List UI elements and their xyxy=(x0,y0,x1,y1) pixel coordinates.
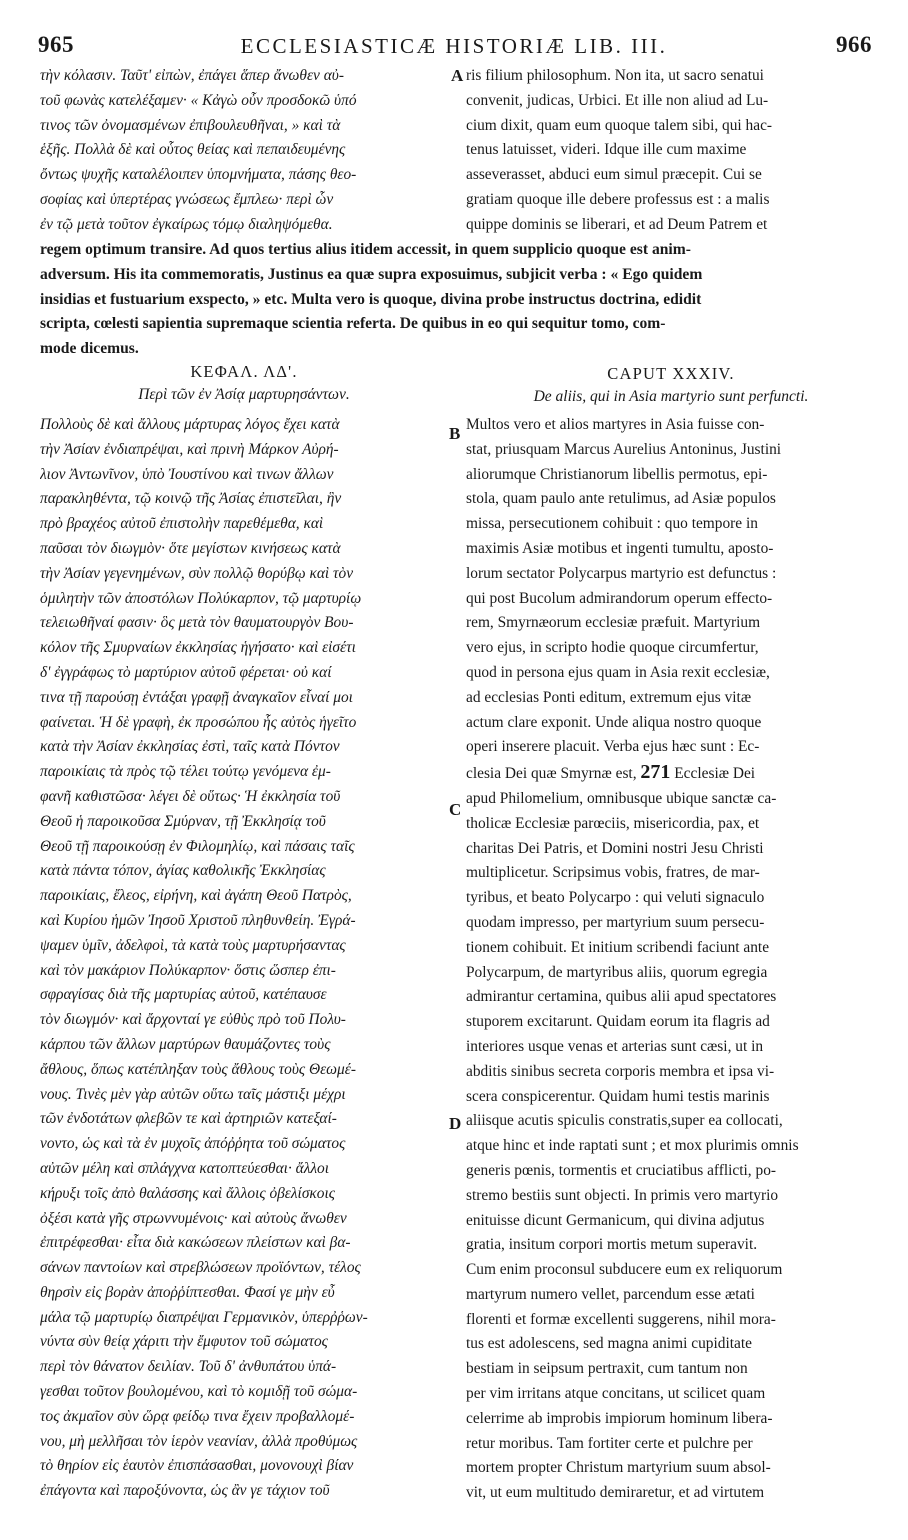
text-line: scripta, cœlesti sapientia supremaque scientia referta. De quibus in eo qui sequitur tomo, com- xyxy=(40,315,666,333)
text-line: κάρπου τῶν ἄλλων μαρτύρων θαυμάζοντες τοὺς xyxy=(40,1035,331,1053)
text-line: tenus latuisset, videri. Idque ille cum maxime xyxy=(466,141,747,159)
text-line: ἑξῆς. Πολλὰ δὲ καὶ οὗτος θείας καὶ πεπαιδευμένης xyxy=(40,141,346,159)
text-line: adversum. His ita commemoratis, Justinus ea quæ supra exposuimus, subjicit verba : « Ego quidem xyxy=(40,265,703,283)
text-line: Θεοῦ ἡ παροικοῦσα Σμύρναν, τῇ Ἐκκλησίᾳ τοῦ xyxy=(40,812,326,830)
text-line: ris filium philosophum. Non ita, ut sacro senatui xyxy=(466,67,764,84)
text-line: νου, μὴ μελλῆσαι τὸν ἱερὸν νεανίαν, ἀλλὰ προθύμως xyxy=(40,1432,358,1450)
text-line: gratiam quoque ille debere professus est : a malis xyxy=(466,190,770,208)
text-line: bestiam in seipsum pertraxit, cum tantum non xyxy=(466,1360,748,1378)
text-line: Πολλοὺς δὲ καὶ ἄλλους μάρτυρας λόγος ἔχει κατὰ xyxy=(40,416,340,433)
text-line: aliisque acutis spiculis constratis,super ea collocati, xyxy=(466,1112,783,1130)
text-line: παροικίαις τὰ πρὸς τῷ τέλει τούτῳ γενόμενα ἐμ- xyxy=(40,763,331,781)
text-line: τινα τῇ παρούσῃ ἐντάξαι γραφῇ ἀναγκαῖον εἶναί μοι xyxy=(40,688,353,706)
text-line: quodam impresso, per martyrium suum persecu- xyxy=(466,913,765,931)
text-line: δ' ἐγγράφως τὸ μαρτύριον αὐτοῦ φέρεται· οὐ καί xyxy=(40,663,332,681)
text-line: φαίνεται. Ἡ δὲ γραφὴ, ἐκ προσώπου ἧς αὐτὸς ἡγεῖτο xyxy=(40,713,357,731)
text-line: ἐν τῷ μετὰ τοῦτον ἐγκαίρως τόμῳ διαληψόμεθα. xyxy=(40,215,333,233)
text-line: καὶ Κυρίου ἡμῶν Ἰησοῦ Χριστοῦ πληθυνθείη. Ἐγρά- xyxy=(40,911,356,929)
text-line: ἐπάγοντα καὶ παροξύνοντα, ὡς ἂν γε τάχιον τοῦ xyxy=(40,1482,330,1500)
text-line: τὸ θηρίον εἰς ἑαυτὸν ἐπισπάσασθαι, μονονουχὶ βίαν xyxy=(40,1457,354,1475)
text-line-with-column-number xyxy=(466,760,876,787)
text-line: retur moribus. Tam fortiter certe et pulchre per xyxy=(466,1434,753,1452)
text-line: παροικίαις, ἔλεος, εἰρήνη, καὶ ἀγάπη Θεοῦ Πατρὸς, xyxy=(40,887,352,905)
text-line: stremo bestiis sunt objecti. In primis vero martyrio xyxy=(466,1186,779,1204)
line-text: clesia Dei quæ Smyrnæ est, xyxy=(466,765,637,783)
text-line: lorum sectator Polycarpus martyrio est defunctus : xyxy=(466,564,777,582)
text-line: scera conspicerentur. Quidam humi testis marinis xyxy=(466,1087,770,1105)
text-line: florenti et formæ excellenti suggerens, nihil mora- xyxy=(466,1310,776,1328)
text-line: tholicæ Ecclesiæ parœciis, misericordia, pax, et xyxy=(466,814,760,832)
text-line: φανῆ καθιστῶσα· λέγει δὲ οὕτως· Ἡ ἐκκλησία τοῦ xyxy=(40,787,341,805)
text-line: τὴν Ἀσίαν ἐνδιαπρέψαι, καὶ πρινὴ Μάρκον Αὐρή- xyxy=(40,440,339,458)
text-line: asseverasset, abduci eum simul præcepit. Cui se xyxy=(466,166,762,184)
text-line: ὄντως ψυχῆς καταλέλοιπεν ὑπομνήματα, πάσης θεο- xyxy=(40,166,357,184)
text-line: παρακληθέντα, τῷ κοινῷ τῆς Ἀσίας ἐπιστεῖλαι, ἣν xyxy=(40,490,342,508)
text-line: quod in persona ejus quam in Asia rexit ecclesiæ, xyxy=(466,663,770,681)
text-line: celerrime ab improbis impiorum hominum libera- xyxy=(466,1409,773,1427)
running-header-title: ECCLESIASTICÆ HISTORIÆ LIB. III. xyxy=(240,34,668,58)
left-page-number: 965 xyxy=(38,32,74,57)
text-line: σφραγίσας διὰ τῆς μαρτυρίας αὐτοῦ, κατέπαυσε xyxy=(40,986,327,1004)
text-line: regem optimum transire. Ad quos tertius alius itidem accessit, in quem supplicio quoque est anim- xyxy=(40,241,691,258)
text-line: τινος τῶν ὀνομασμένων ἐπιβουλευθῆναι, » καὶ τὰ xyxy=(40,116,341,134)
text-line: per vim irritans atque concitans, ut scilicet quam xyxy=(466,1385,766,1403)
margin-marker-a: A xyxy=(451,66,464,85)
text-line: κόλον τῆς Σμυρναίων ἐκκλησίας ἡγήσατο· καὶ εἰσέτι xyxy=(40,639,356,657)
text-line: νοντο, ὡς καὶ τὰ ἐν μυχοῖς ἀπόῤῥητα τοῦ σώματος xyxy=(40,1135,346,1153)
text-line: stat, priusquam Marcus Aurelius Antoninus, Justini xyxy=(466,440,782,458)
text-line: τὴν Ἀσίαν γεγενημένων, σὺν πολλῷ θορύβῳ καὶ τὸν xyxy=(40,564,354,582)
right-page-number: 966 xyxy=(836,32,872,57)
latin-chapter-heading: CAPUT XXXIV. xyxy=(607,364,735,383)
text-line: insidias et fustuarium exspecto, » etc. Multa vero is quoque, divina probe instructus doctrina, edidit xyxy=(40,290,702,308)
text-line: qui post Bucolum admirandorum operum effecto- xyxy=(466,589,773,607)
text-line: ἄθλους, ὅπως κατέπληξαν τοὺς ἄθλους τοὺς Θεωμέ- xyxy=(40,1060,356,1078)
text-line: actum clare exponit. Unde aliqua nostro quoque xyxy=(466,713,762,731)
text-line: rem, Smyrnæorum ecclesiæ præfuit. Martyrium xyxy=(466,614,761,632)
text-line: multiplicetur. Scripsimus vobis, fratres, de mar- xyxy=(466,864,760,882)
top-latin-column xyxy=(466,64,876,238)
text-line: mortem propter Christum martyrium suum absol- xyxy=(466,1459,771,1477)
text-line: cium dixit, quam eum quoque talem sibi, qui hac- xyxy=(466,116,773,134)
text-line: τὸν διωγμόν· καὶ ἄρχονταί γε εὐθὺς πρὸ τοῦ Πολυ- xyxy=(40,1011,346,1029)
text-line: mode dicemus. xyxy=(40,340,139,358)
body-latin-column xyxy=(466,413,876,1506)
text-line: Multos vero et alios martyres in Asia fuisse con- xyxy=(466,416,765,433)
text-line: maximis Asiæ motibus et ingenti tumultu, aposto- xyxy=(466,539,774,557)
text-line: ὁμιλητὴν τῶν ἀποστόλων Πολύκαρπον, τῷ μαρτυρίῳ xyxy=(40,589,362,607)
text-line: σάνων παντοίων καὶ στρεβλώσεων προϊόντων, τέλος xyxy=(40,1259,361,1277)
text-line: ad ecclesias Ponti editum, extremum ejus vitæ xyxy=(466,688,752,706)
greek-chapter-heading: ΚΕΦΑΛ. ΛΔ'. xyxy=(190,362,298,381)
text-line: aliorumque Christianorum libellis permotus, epi- xyxy=(466,465,768,483)
original-column-number: 271 xyxy=(640,761,671,784)
text-line: Polycarpum, de martyribus aliis, quorum egregia xyxy=(466,963,768,981)
text-line: τῶν ἐνδοτάτων φλεβῶν τε καὶ ἀρτηριῶν κατεξαί- xyxy=(40,1110,337,1128)
text-line: interiores usque venas et arterias sunt cæsi, ut in xyxy=(466,1037,764,1055)
margin-marker-c: C xyxy=(449,800,462,819)
line-text: Ecclesiæ Dei xyxy=(674,765,756,783)
top-greek-column xyxy=(40,64,448,238)
latin-chapter-subtitle: De aliis, qui in Asia martyrio sunt perfuncti. xyxy=(533,388,809,405)
text-line: τελειωθῆναί φασιν· ὃς μετὰ τὸν θαυματουργὸν Βου- xyxy=(40,614,354,632)
text-line: charitas Dei Patris, et Domini nostri Jesu Christi xyxy=(466,839,764,857)
text-line: κατὰ τὴν Ἀσίαν ἐκκλησίας ἐστὶ, ταῖς κατὰ Πόντον xyxy=(40,738,340,756)
text-line: λιον Ἀντωνῖνον, ὑπὸ Ἰουστίνου καὶ τινων ἄλλων xyxy=(40,465,334,483)
text-line: σοφίας καὶ ὑπερτέρας γνώσεως ἔμπλεω· περὶ ὧν xyxy=(40,190,334,208)
text-line: tus est adolescens, sed magna animi cupiditate xyxy=(466,1335,752,1353)
text-line: μάλα τῷ μαρτυρίῳ διαπρέψαι Γερμανικὸν, ὑπερῤῥων- xyxy=(40,1308,368,1326)
margin-marker-d: D xyxy=(449,1114,462,1133)
text-line: apud Philomelium, omnibusque ubique sanctæ ca- xyxy=(466,789,777,807)
text-line: νύντα σὺν θείᾳ χάριτι τὴν ἔμφυτον τοῦ σώματος xyxy=(40,1333,328,1351)
text-line: γεσθαι τοῦτον βουλομένου, καὶ τὸ κομιδῇ τοῦ σώμα- xyxy=(40,1383,358,1401)
text-line: τος ἀκμαῖον σὺν ὥρᾳ φείδῳ τινα ἔχειν προβαλλομέ- xyxy=(40,1407,355,1425)
text-line: operi inserere placuit. Verba ejus hæc sunt : Ec- xyxy=(466,738,760,756)
text-line: admirantur certamina, quibus alii apud spectatores xyxy=(466,988,777,1006)
text-line: enituisse dicunt Germanicum, qui divina adjutus xyxy=(466,1211,765,1229)
text-line: πρὸ βραχέος αὐτοῦ ἐπιστολὴν παρεθέμεθα, καὶ xyxy=(40,515,324,533)
text-line: vit, ut eum multitudo demiraretur, et ad virtutem xyxy=(466,1484,765,1502)
text-line: θηρσὶν εἰς βορὰν ἀποῤῥίπτεσθαι. Φασί γε μὴν εὖ xyxy=(40,1283,335,1301)
text-line: stola, quam paulo ante retulimus, ad Asiæ populos xyxy=(466,490,776,508)
text-line: Cum enim proconsul subducere eum ex reliquorum xyxy=(466,1261,783,1279)
text-line: martyrum numero vellet, parcendum esse ætati xyxy=(466,1285,755,1303)
text-line: ἐπιτρέφεσθαι· εἶτα διὰ κακώσεων πλείστων καὶ βα- xyxy=(40,1234,351,1252)
text-line: convenit, judicas, Urbici. Et ille non aliud ad Lu- xyxy=(466,91,769,109)
text-line: Θεοῦ τῇ παροικούσῃ ἐν Φιλομηλίῳ, καὶ πάσαις ταῖς xyxy=(40,837,355,855)
margin-marker-b: B xyxy=(449,424,461,443)
text-line: vero ejus, in scripto hodie quoque circumfertur, xyxy=(466,639,759,657)
full-width-latin-paragraph xyxy=(40,238,876,362)
text-line: κατὰ πάντα τόπον, ἁγίας καθολικῆς Ἐκκλησίας xyxy=(40,862,326,880)
text-line: stuporem excitarunt. Quidam eorum ita flagris ad xyxy=(466,1013,770,1031)
text-line: τοῦ φωνὰς κατελέξαμεν· « Κἀγὼ οὖν προσδοκῶ ὑπό xyxy=(40,91,357,109)
body-greek-column xyxy=(40,413,448,1504)
text-line: generis pœnis, tormentis et cruciatibus afflicti, po- xyxy=(466,1161,777,1179)
text-line: καὶ τὸν μακάριον Πολύκαρπον· ὅστις ὥσπερ ἐπι- xyxy=(40,961,336,979)
text-line: αὐτῶν μέλη καὶ σπλάγχνα κατοπτεύεσθαι· ἄλλοι xyxy=(40,1159,330,1177)
text-line: ψαμεν ὑμῖν, ἀδελφοὶ, τὰ κατὰ τοὺς μαρτυρήσαντας xyxy=(40,936,346,954)
text-line: παῦσαι τὸν διωγμὸν· ὅτε μεγίστων κινήσεως κατὰ xyxy=(40,539,341,557)
text-line: atque hinc et inde raptati sunt ; et mox plurimis omnis xyxy=(466,1137,799,1155)
text-line: quippe dominis se liberari, et ad Deum Patrem et xyxy=(466,215,768,233)
text-line: tyribus, et beato Polycarpo : qui veluti signaculo xyxy=(466,889,765,907)
text-line: τὴν κόλασιν. Ταῦτ' εἰπὼν, ἐπάγει ἅπερ ἄνωθεν αὐ- xyxy=(40,67,344,84)
text-line: gratia, insitum corpori mortis metum superavit. xyxy=(466,1236,758,1254)
text-line: tionem cohibuit. Et initium scribendi faciunt ante xyxy=(466,938,770,956)
greek-chapter-subtitle: Περὶ τῶν ἐν Ἀσίᾳ μαρτυρησάντων. xyxy=(138,386,350,403)
text-line: ὀξέσι κατὰ γῆς στρωννυμένοις· καὶ αὐτοὺς ἄνωθεν xyxy=(40,1209,347,1227)
text-line: περὶ τὸν θάνατον δειλίαν. Τοῦ δ' ἀνθυπάτου ὑπά- xyxy=(40,1358,337,1376)
text-line: νους. Τινὲς μὲν γὰρ αὐτῶν οὕτω ταῖς μάστιξι μέχρι xyxy=(40,1085,346,1103)
text-line: κήρυξι τοῖς ἀπὸ θαλάσσης καὶ ἄλλοις ὀβελίσκοις xyxy=(40,1184,336,1202)
text-line: abditis sinibus secreta corporis membra et ipsa vi- xyxy=(466,1062,775,1080)
text-line: missa, persecutionem cohibuit : quo tempore in xyxy=(466,515,758,533)
